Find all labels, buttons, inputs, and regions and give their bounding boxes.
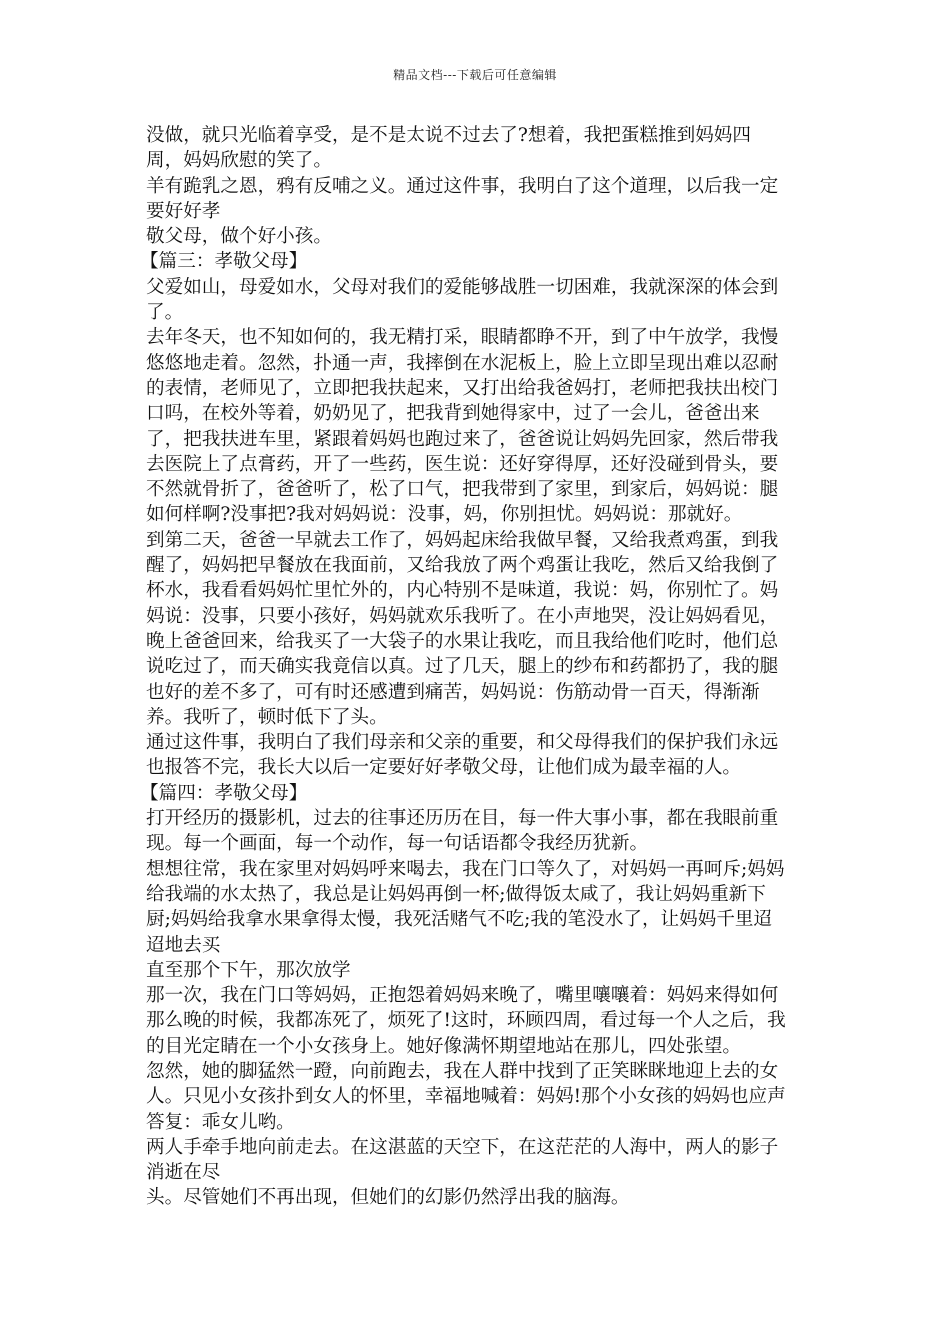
text-line: 两人手牵手地向前走去。在这湛蓝的天空下，在这茫茫的人海中，两人的影子 (146, 1136, 779, 1158)
text-line: 现。每一个画面，每一个动作，每一句话语都令我经历犹新。 (146, 833, 649, 855)
text-line: 没做，就只光临着享受，是不是太说不过去了?想着，我把蛋糕推到妈妈四 (146, 125, 751, 146)
text-line: 妈说：没事，只要小孩好，妈妈就欢乐我听了。在小声地哭，没让妈妈看见， (146, 605, 779, 627)
text-line: 消逝在尽 (146, 1162, 221, 1184)
text-line: 了。 (146, 302, 184, 324)
text-line: 到第二天，爸爸一早就去工作了，妈妈起床给我做早餐，又给我煮鸡蛋，到我 (146, 529, 779, 551)
text-line: 忽然，她的脚猛然一蹬，向前跑去，我在人群中找到了正笑眯眯地迎上去的女 (146, 1060, 779, 1082)
text-line: 悠悠地走着。忽然，扑通一声，我摔倒在水泥板上，脸上立即呈现出难以忍耐 (146, 352, 779, 374)
text-line: 去年冬天，也不知如何的，我无精打采，眼睛都睁不开，到了中午放学，我慢 (146, 327, 779, 349)
text-line: 的目光定睛在一个小女孩身上。她好像满怀期望地站在那儿，四处张望。 (146, 1035, 742, 1057)
text-line: 直至那个下午，那次放学 (146, 959, 351, 981)
text-line: 口吗，在校外等着，奶奶见了，把我背到她得家中，过了一会儿，爸爸出来 (146, 403, 760, 425)
text-line: 的表情，老师见了，立即把我扶起来，又打出给我爸妈打，老师把我扶出校门 (146, 377, 779, 399)
section-heading: 【篇四：孝敬父母】 (140, 782, 308, 804)
text-line: 晚上爸爸回来，给我买了一大袋子的水果让我吃，而且我给他们吃时，他们总 (146, 630, 779, 652)
text-line: 也好的差不多了，可有时还感遭到痛苦，妈妈说：伤筋动骨一百天，得渐渐 (146, 681, 760, 703)
section-heading: 【篇三：孝敬父母】 (140, 251, 308, 273)
text-line: 答复：乖女儿哟。 (146, 1111, 295, 1133)
text-line: 那一次，我在门口等妈妈，正抱怨着妈妈来晚了，嘴里嚷嚷着：妈妈来得如何 (146, 985, 779, 1007)
text-line: 敬父母，做个好小孩。 (146, 226, 332, 248)
text-line: 也报答不完，我长大以后一定要好好孝敬父母，让他们成为最幸福的人。 (146, 757, 742, 779)
text-line: 杯水，我看看妈妈忙里忙外的，内心特别不是味道，我说：妈，你别忙了。妈 (146, 580, 779, 602)
text-line: 羊有跪乳之恩，鸦有反哺之义。通过这件事，我明白了这个道理，以后我一定 (146, 175, 779, 197)
text-line: 醒了，妈妈把早餐放在我面前，又给我放了两个鸡蛋让我吃，然后又给我倒了 (146, 555, 779, 577)
text-line: 通过这件事，我明白了我们母亲和父亲的重要，和父母得我们的保护我们永远 (146, 732, 779, 754)
text-line: 打开经历的摄影机，过去的往事还历历在目，每一件大事小事，都在我眼前重 (146, 808, 779, 830)
document-body (140, 123, 806, 1211)
text-line: 人。只见小女孩扑到女人的怀里，幸福地喊着：妈妈!那个小女孩的妈妈也应声 (146, 1086, 786, 1108)
text-line: 要好好孝 (146, 200, 221, 222)
text-line: 给我端的水太热了，我总是让妈妈再倒一杯;做得饭太咸了，我让妈妈重新下 (146, 883, 766, 905)
text-line: 如何样啊?没事把?我对妈妈说：没事，妈，你别担忧。妈妈说：那就好。 (146, 504, 743, 526)
text-line: 父爱如山，母爱如水，父母对我们的爱能够战胜一切困难，我就深深的体会到 (146, 276, 779, 298)
text-line: 说吃过了，而天确实我竟信以真。过了几天，腿上的纱布和药都扔了，我的腿 (146, 656, 779, 678)
text-line: 养。我听了，顿时低下了头。 (146, 706, 388, 728)
text-line: 迢地去买 (146, 934, 221, 956)
text-line: 周，妈妈欣慰的笑了。 (146, 150, 332, 172)
text-line: 想想往常，我在家里对妈妈呼来喝去，我在门口等久了，对妈妈一再呵斥;妈妈 (146, 858, 785, 880)
text-line: 去医院上了点膏药，开了一些药，医生说：还好穿得厚，还好没碰到骨头，要 (146, 453, 779, 475)
text-line: 不然就骨折了，爸爸听了，松了口气，把我带到了家里，到家后，妈妈说：腿 (146, 479, 779, 501)
text-line: 头。尽管她们不再出现，但她们的幻影仍然浮出我的脑海。 (146, 1187, 630, 1209)
text-line: 厨;妈妈给我拿水果拿得太慢，我死活赌气不吃;我的笔没水了，让妈妈千里迢 (146, 909, 773, 931)
text-line: 那么晚的时候，我都冻死了，烦死了!这时，环顾四周，看过每一个人之后，我 (146, 1010, 786, 1032)
text-line: 了，把我扶进车里，紧跟着妈妈也跑过来了，爸爸说让妈妈先回家，然后带我 (146, 428, 779, 450)
page-header: 精品文档---下载后可任意编辑 (393, 68, 557, 82)
